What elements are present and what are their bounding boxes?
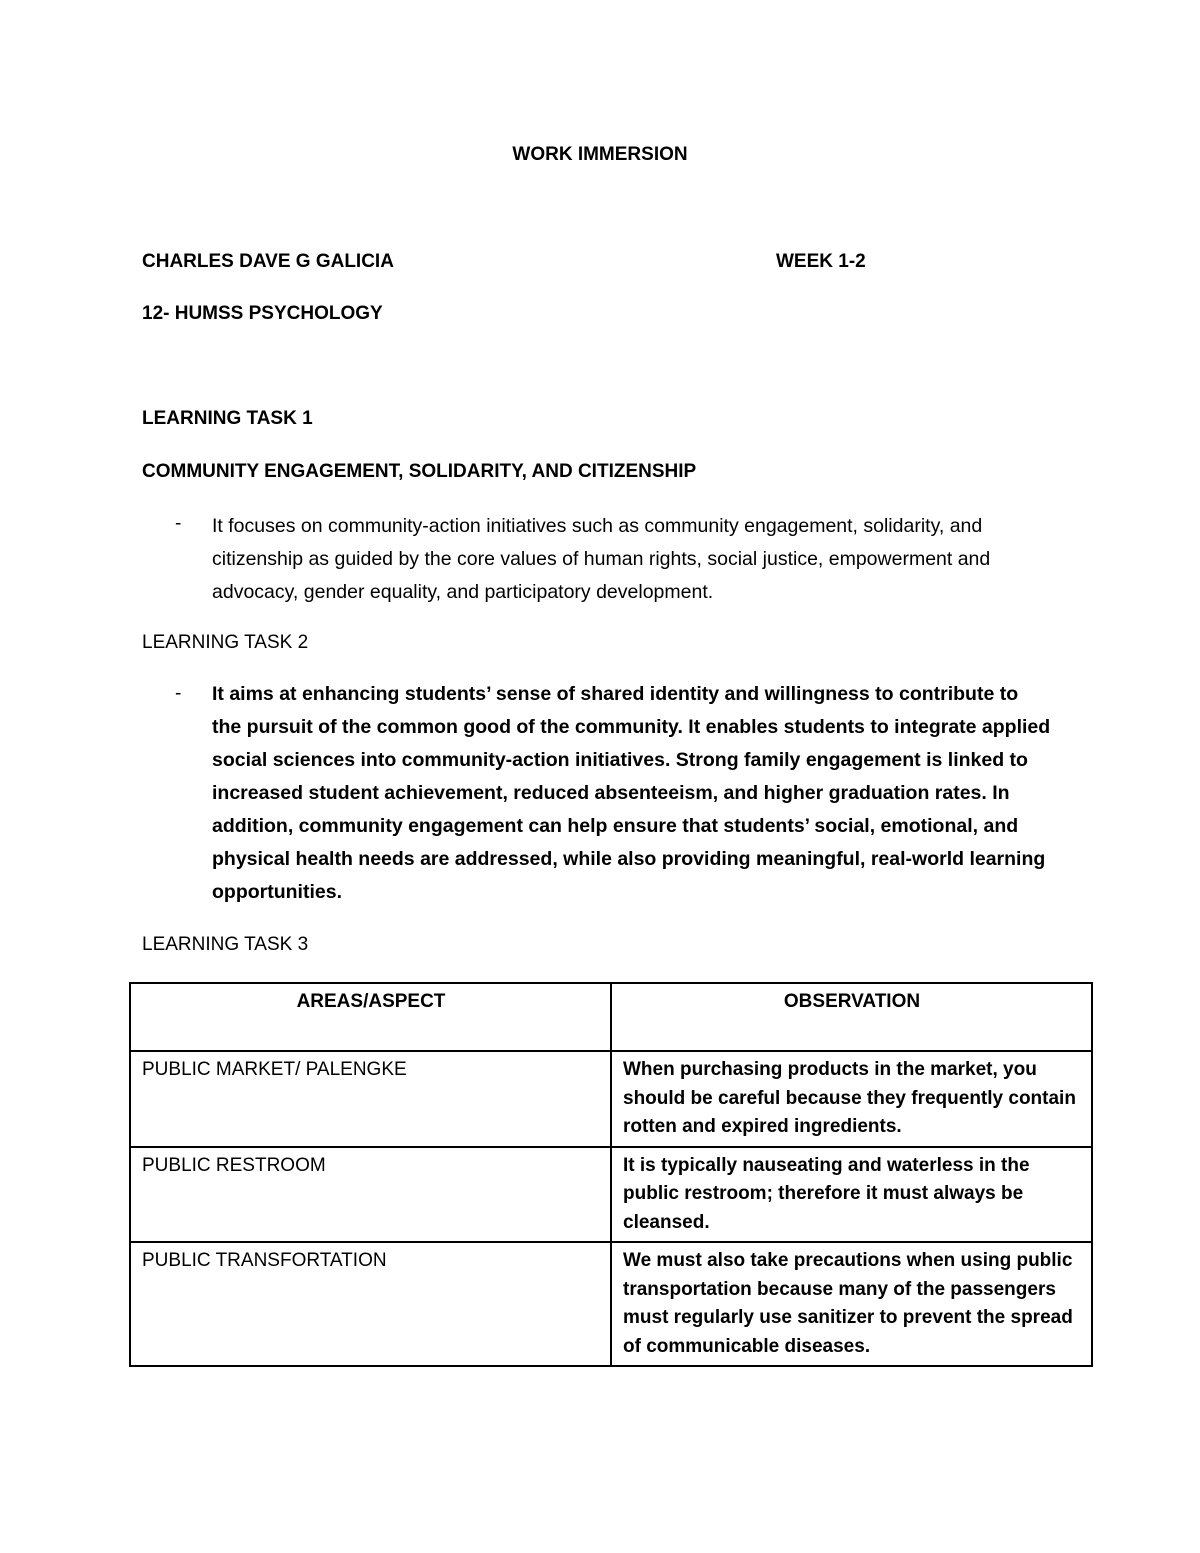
header-areas-aspect: AREAS/ASPECT	[130, 983, 611, 1051]
table-header-row	[130, 983, 1092, 1051]
document-title: WORK IMMERSION	[512, 144, 688, 165]
section-label: 12- HUMSS PSYCHOLOGY	[142, 303, 383, 324]
table-row	[130, 1051, 1092, 1147]
task2-heading: LEARNING TASK 2	[142, 632, 309, 653]
area-cell: PUBLIC TRANSFORTATION	[130, 1242, 611, 1366]
observation-cell: We must also take precautions when using public transportation because many of the passengers must regularly use sanitizer to prevent the spread of communicable diseases.	[611, 1242, 1092, 1366]
table-row	[130, 1242, 1092, 1366]
task1-heading: LEARNING TASK 1	[142, 408, 313, 429]
task1-bullet: -	[175, 513, 182, 534]
student-name: CHARLES DAVE G GALICIA	[142, 251, 394, 272]
header-observation: OBSERVATION	[611, 983, 1092, 1051]
observation-table	[129, 982, 1093, 1367]
task3-heading: LEARNING TASK 3	[142, 934, 309, 955]
task1-paragraph: It focuses on community-action initiatives such as community engagement, solidarity, and citizenship as guided by the core values of human rights, social justice, empowerment and advocacy, gender equality, and participatory development.	[212, 515, 991, 603]
task2-bullet: -	[175, 683, 182, 704]
table-row	[130, 1147, 1092, 1243]
area-cell: PUBLIC MARKET/ PALENGKE	[130, 1051, 611, 1147]
area-cell: PUBLIC RESTROOM	[130, 1147, 611, 1243]
task2-paragraph: It aims at enhancing students’ sense of shared identity and willingness to contribute to the pursuit of the common good of the community. It enables students to integrate applied social sciences into community-action initiatives. Strong family engagement is linked to increased student achievement, reduced absenteeism, and higher graduation rates. In addition, community engagement can help ensure that students’ social, emotional, and physical health needs are addressed, while also providing meaningful, real-world learning opportunities.	[212, 683, 1051, 903]
task1-subheading: COMMUNITY ENGAGEMENT, SOLIDARITY, AND CITIZENSHIP	[142, 461, 697, 482]
observation-cell: It is typically nauseating and waterless in the public restroom; therefore it must always be cleansed.	[611, 1147, 1092, 1243]
observation-cell: When purchasing products in the market, you should be careful because they frequently contain rotten and expired ingredients.	[611, 1051, 1092, 1147]
week-label: WEEK 1-2	[776, 251, 866, 272]
